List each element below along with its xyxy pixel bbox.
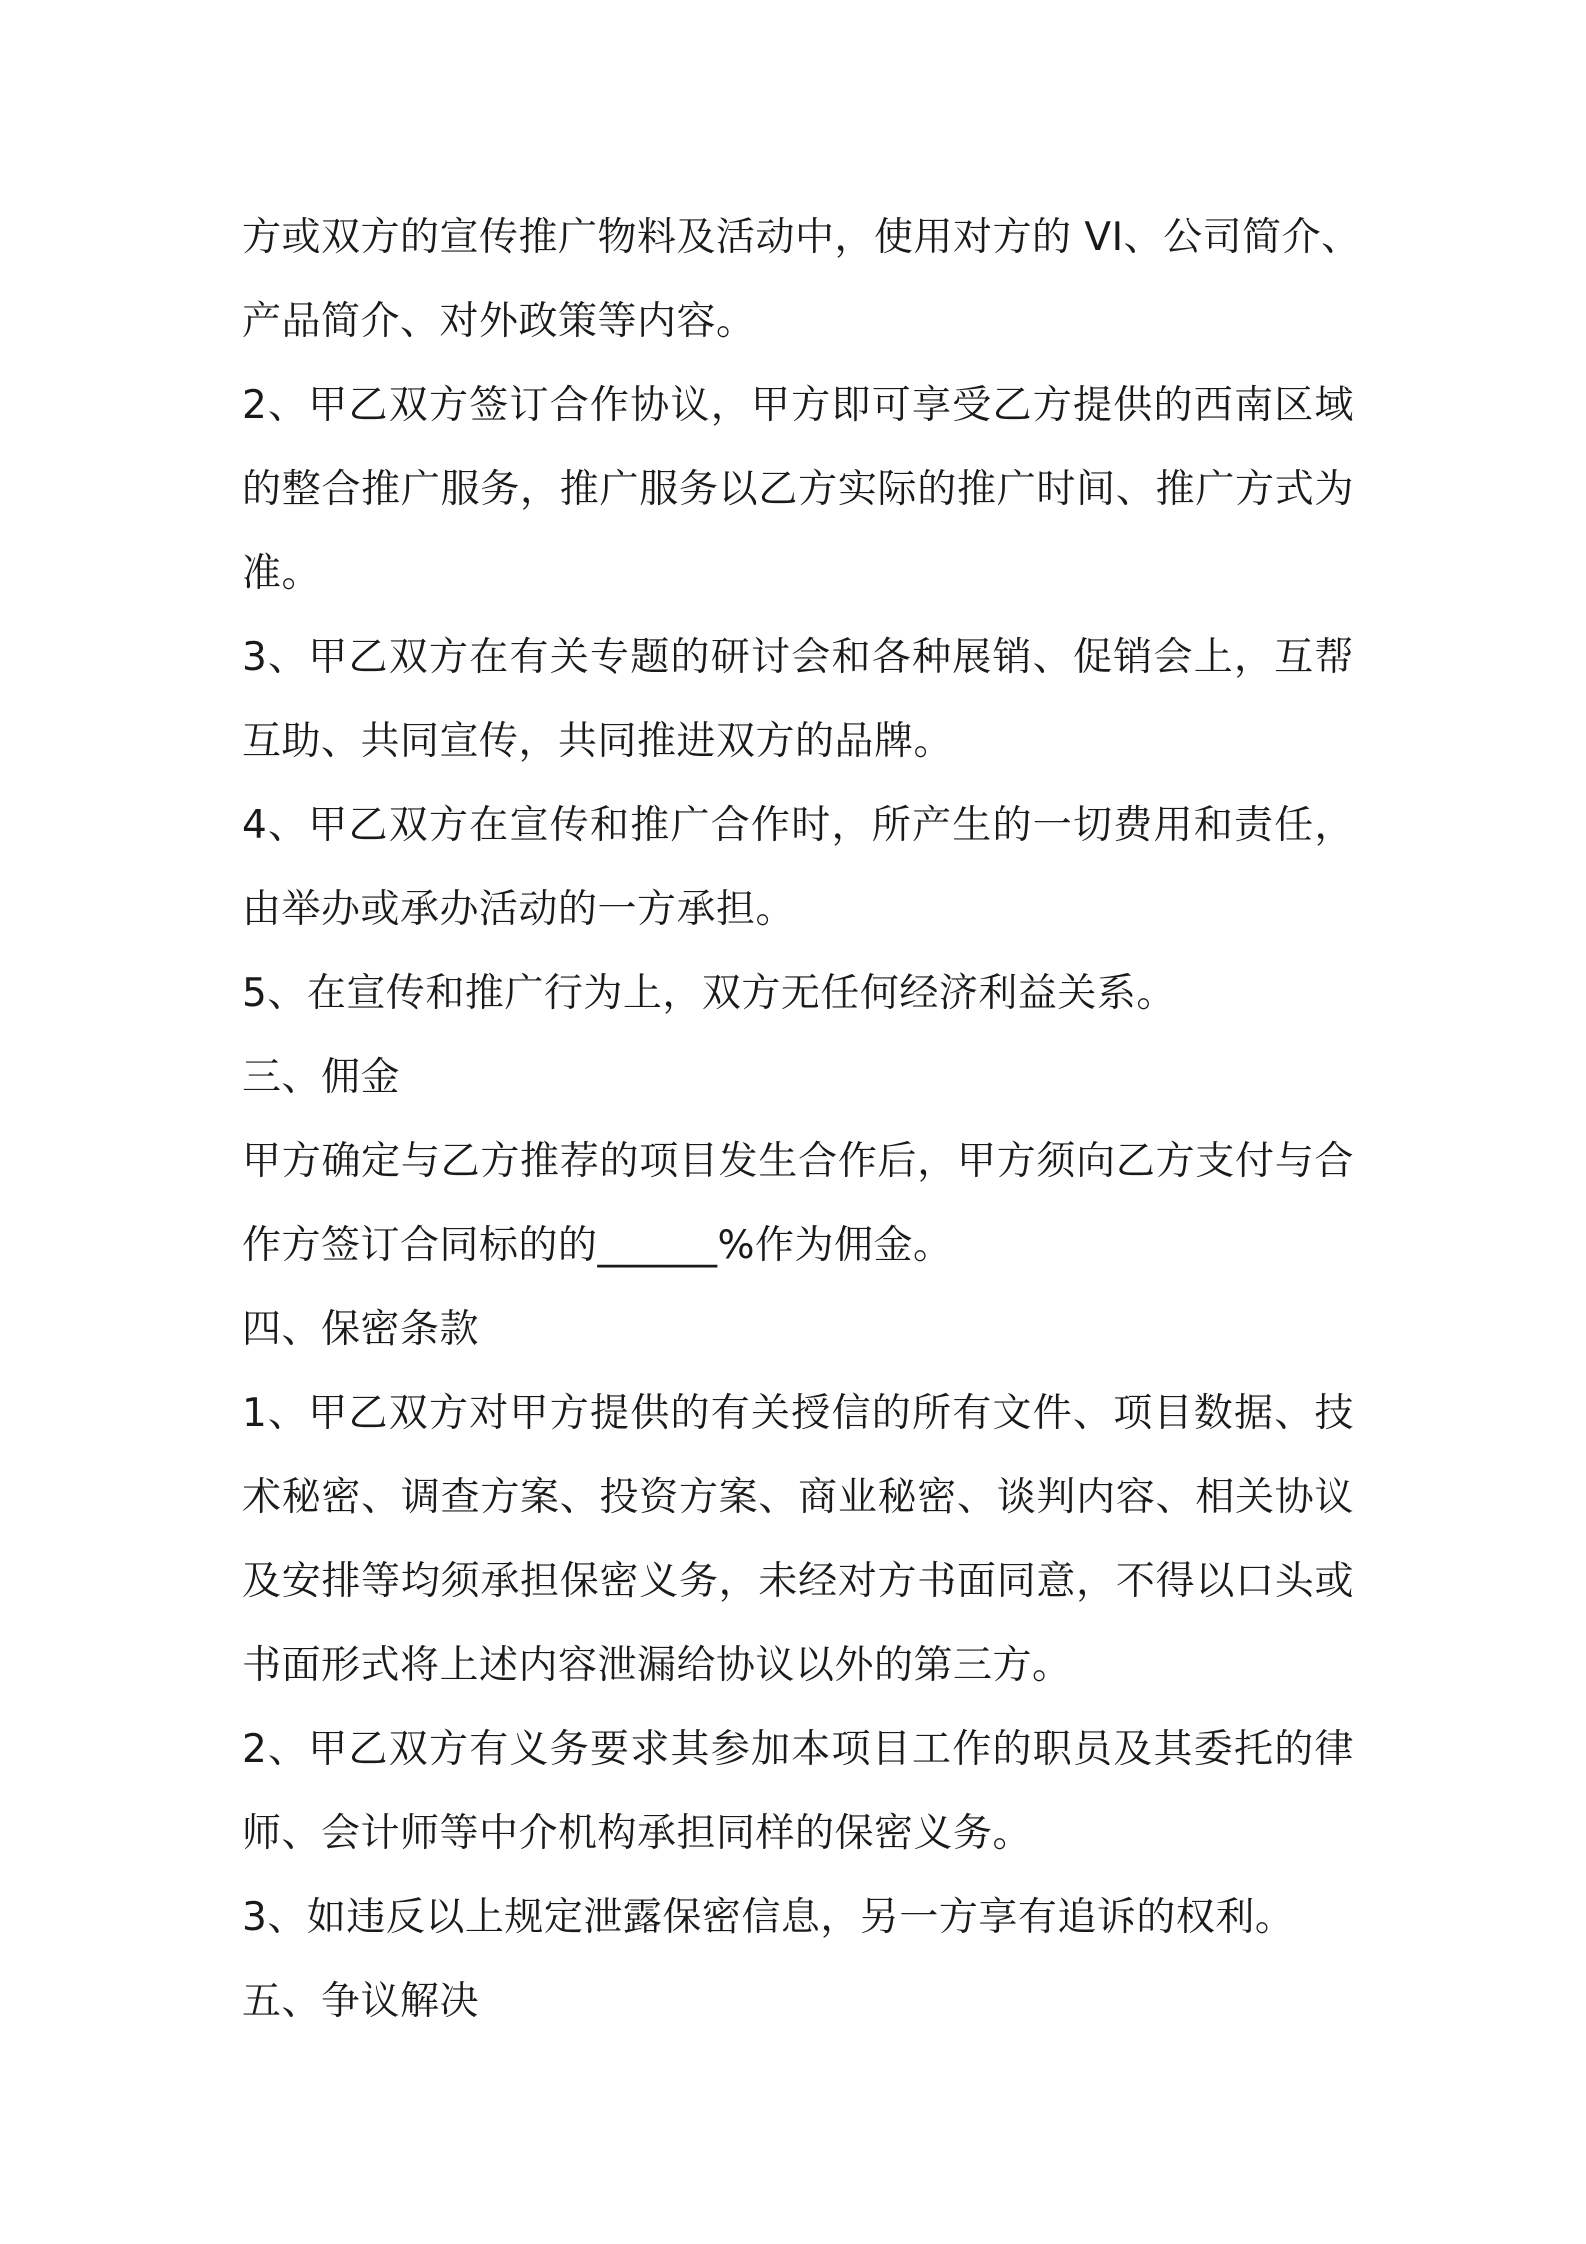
text-line: 3、甲乙双方在有关专题的研讨会和各种展销、促销会上，互帮 xyxy=(242,635,1354,680)
text-line: 4、甲乙双方在宣传和推广合作时，所产生的一切费用和责任， xyxy=(242,803,1354,848)
text-line: 由举办或承办活动的一方承担。 xyxy=(242,887,796,932)
section-heading: 三、佣金 xyxy=(242,1055,401,1100)
text-line: 2、甲乙双方有义务要求其参加本项目工作的职员及其委托的律 xyxy=(242,1727,1354,1772)
text-line: 互助、共同宣传，共同推进双方的品牌。 xyxy=(242,719,954,764)
text-line: 甲方确定与乙方推荐的项目发生合作后，甲方须向乙方支付与合 xyxy=(242,1139,1354,1184)
text-line: 及安排等均须承担保密义务，未经对方书面同意，不得以口头或 xyxy=(242,1559,1354,1604)
section-heading: 五、争议解决 xyxy=(242,1979,480,2024)
text-line: 作方签订合同标的的______%作为佣金。 xyxy=(242,1223,953,1268)
text-line: 3、如违反以上规定泄露保密信息，另一方享有追诉的权利。 xyxy=(242,1895,1295,1940)
text-line: 师、会计师等中介机构承担同样的保密义务。 xyxy=(242,1811,1033,1856)
text-line: 5、在宣传和推广行为上，双方无任何经济利益关系。 xyxy=(242,971,1176,1016)
text-line: 1、甲乙双方对甲方提供的有关授信的所有文件、项目数据、技 xyxy=(242,1391,1354,1436)
text-line: 方或双方的宣传推广物料及活动中，使用对方的 VI、公司简介、 xyxy=(242,215,1361,260)
text-line: 的整合推广服务，推广服务以乙方实际的推广时间、推广方式为 xyxy=(242,467,1354,512)
section-heading: 四、保密条款 xyxy=(242,1307,480,1352)
document-body xyxy=(242,196,1361,2044)
text-line: 准。 xyxy=(242,551,322,596)
text-line: 产品简介、对外政策等内容。 xyxy=(242,299,756,344)
text-line: 术秘密、调查方案、投资方案、商业秘密、谈判内容、相关协议 xyxy=(242,1475,1354,1520)
text-line: 2、甲乙双方签订合作协议，甲方即可享受乙方提供的西南区域 xyxy=(242,383,1354,428)
text-line: 书面形式将上述内容泄漏给协议以外的第三方。 xyxy=(242,1643,1072,1688)
